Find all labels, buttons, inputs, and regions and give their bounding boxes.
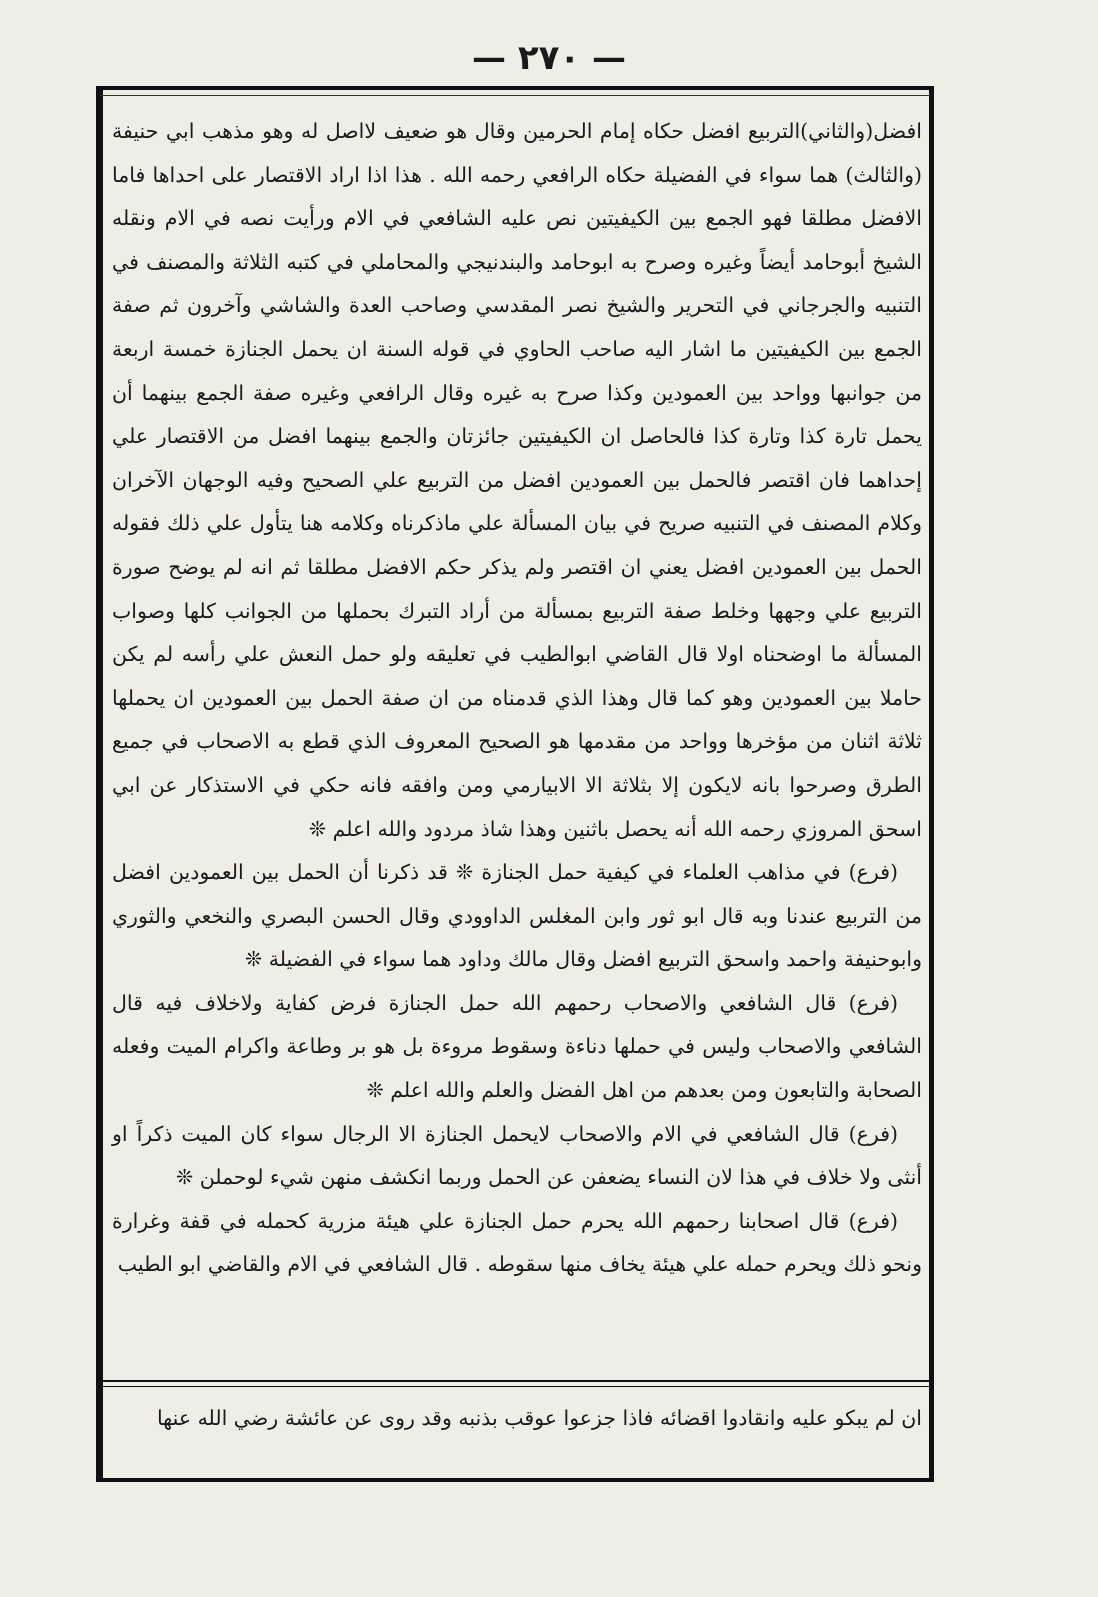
paragraph-far-madhahib: (فرع) في مذاهب العلماء في كيفية حمل الجنازة ❊ قد ذكرنا أن الحمل بين العمودين افضل من التربيع عندنا وبه قال ابو ثور وابن المغلس الداوودي وقال الحسن البصري والنخعي والثوري وابوحنيفة واحمد واسحق التربيع افضل وقال مالك وداود هما سواء في الفضيلة ❊	[112, 860, 922, 972]
frame-inner-rule	[100, 95, 930, 96]
footnote-separator-thin	[100, 1386, 930, 1387]
paragraph-intro: افضل(والثاني)التربيع افضل حكاه إمام الحرمين وقال هو ضعيف لااصل له وهو مذهب ابي حنيفة (والثالث) هما سواء في الفضيلة حكاه الرافعي رحمه الله . هذا اذا اراد الاقتصار على احداها فاما الافضل مطلقا فهو الجمع بين الكيفيتين نص عليه الشافعي في الام ورأيت نصه في الام ونقله الشيخ أبوحامد أيضاً وغيره وصرح به ابوحامد والبندنيجي والمحاملي في كتبه الثلاثة والمصنف في التنبيه والجرجاني في التحرير والشيخ نصر المقدسي وصاحب العدة والشاشي وآخرون ثم صفة الجمع بين الكيفيتين ما اشار اليه صاحب الحاوي في قوله السنة ان يحمل الجنازة خمسة اربعة من جوانبها وواحد بين العمودين وكذا صرح به غيره وقال الرافعي وغيره صفة الجمع بينهما أن يحمل تارة كذا وتارة كذا فالحاصل ان الكيفيتين جائزتان والجمع بينهما افضل من الاقتصار علي إحداهما فان اقتصر فالحمل بين العمودين افضل من التربيع علي الصحيح وفيه الوجهان الآخران وكلام المصنف في التنبيه صريح في بيان المسألة علي ماذكرناه وكلامه هنا يتأول علي ذلك فقوله الحمل بين العمودين افضل يعني ان اقتصر ولم يذكر حكم الافضل مطلقا ثم انه لم يوضح صورة التربيع علي وجهها وخلط صفة التربيع بمسألة من أراد التبرك بحملها من الجوانب كلها وصواب المسألة ما اوضحناه اولا قال القاضي ابوالطيب في تعليقه ولو حمل النعش علي رأسه لم يكن حاملا بين العمودين وهو كما قال وهذا الذي قدمناه من ان صفة الحمل بين العمودين ان يحملها ثلاثة اثنان من مؤخرها وواحد من مقدمها هو الصحيح المعروف الذي قطع به الاصحاب في جميع الطرق وصرحوا بانه لايكون إلا بثلاثة الا الابيارمي ومن وافقه فانه حكي في الاستذكار عن ابي اسحق المروزي رحمه الله أنه يحصل باثنين وهذا شاذ مردود والله اعلم ❊	[112, 119, 922, 841]
footnote-separator	[100, 1380, 930, 1382]
paragraph-far-rijal: (فرع) قال الشافعي في الام والاصحاب لايحمل الجنازة الا الرجال سواء كان الميت ذكراً او أنثى ولا خلاف في هذا لان النساء يضعفن عن الحمل وربما انكشف منهن شيء لوحملن ❊	[112, 1121, 922, 1190]
footnote-text: ان لم يبكو عليه وانقادوا اقضائه فاذا جزعوا عوقب بذنبه وقد روى عن عائشة رضي الله عنها	[156, 1406, 922, 1430]
main-text-body	[112, 110, 922, 1287]
page-number: — ٢٧٠ —	[472, 38, 626, 78]
paragraph-far-fard-kifaya: (فرع) قال الشافعي والاصحاب رحمهم الله حمل الجنازة فرض كفاية ولاخلاف فيه قال الشافعي والاصحاب وليس في حملها دناءة وسقوط مروءة بل هو بر وطاعة واكرام الميت وفعله الصحابة والتابعون ومن بعدهم من اهل الفضل والعلم والله اعلم ❊	[112, 990, 922, 1103]
paragraph-far-hayaa: (فرع) قال اصحابنا رحمهم الله يحرم حمل الجنازة علي هيئة مزرية كحمله في قفة وغرارة ونحو ذلك ويحرم حمله علي هيئة يخاف منها سقوطه . قال الشافعي في الام والقاضي ابو الطيب	[112, 1208, 922, 1277]
